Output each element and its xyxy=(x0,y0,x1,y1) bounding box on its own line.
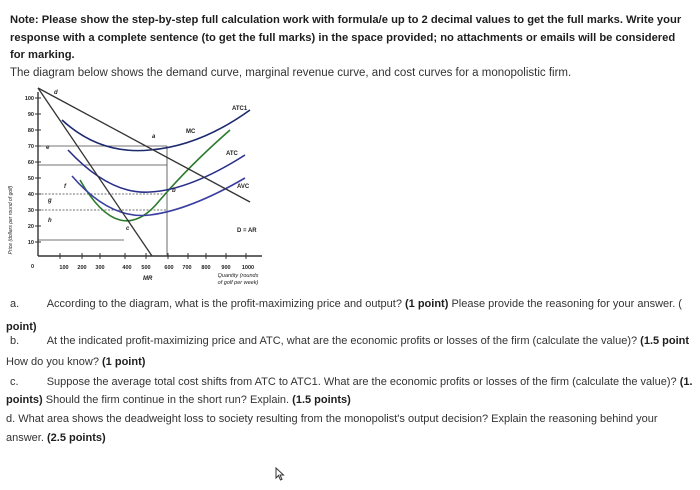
point-label: a xyxy=(152,134,156,140)
y-tick: 10 xyxy=(27,240,34,246)
y-tick: 0 xyxy=(30,264,34,270)
point-label: d xyxy=(54,90,58,96)
y-tick: 80 xyxy=(27,128,34,134)
x-tick: 100 xyxy=(59,265,69,271)
x-tick: 200 xyxy=(77,265,87,271)
monopoly-diagram xyxy=(0,80,300,285)
point-label: c xyxy=(126,226,130,232)
question-d-continued: answer. (2.5 points) xyxy=(6,432,106,444)
point-label: b xyxy=(172,188,176,194)
mc-label: MC xyxy=(186,129,196,135)
y-tick: 30 xyxy=(27,208,34,214)
atc-label: ATC xyxy=(226,151,238,157)
question-a-continued: point) xyxy=(6,321,37,333)
y-axis-label: Price (dollars per round of golf) xyxy=(8,185,14,255)
x-tick: 800 xyxy=(201,265,211,271)
y-tick: 20 xyxy=(27,224,34,230)
question-b: b. At the indicated profit-maximizing price and ATC, what are the economic profits or losses of the firm (calculate the value)? (1.5 point xyxy=(10,335,690,347)
demand-label: D = AR xyxy=(237,228,257,234)
question-b-continued: How do you know? (1 point) xyxy=(6,356,146,368)
y-tick: 90 xyxy=(27,112,34,118)
intro-text: The diagram below shows the demand curve, marginal revenue curve, and cost curves for a monopolistic firm. xyxy=(10,67,572,79)
question-c-continued: points) Should the firm continue in the short run? Explain. (1.5 points) xyxy=(6,394,351,406)
mr-label: MR xyxy=(143,276,153,282)
question-a: a. According to the diagram, what is the profit-maximizing price and output? (1 point) Please provide the reasoning for your answer. ( xyxy=(10,298,682,310)
y-tick: 100 xyxy=(24,96,34,102)
x-tick: 600 xyxy=(164,265,174,271)
y-tick: 40 xyxy=(27,192,34,198)
demand-curve xyxy=(38,88,250,202)
y-tick: 70 xyxy=(27,144,34,150)
y-tick: 60 xyxy=(27,160,34,166)
x-tick: 400 xyxy=(122,265,132,271)
x-tick: 1000 xyxy=(241,265,255,271)
point-label: h xyxy=(48,218,52,224)
x-tick: 900 xyxy=(221,265,231,271)
x-axis-label: Quantity (rounds xyxy=(217,273,259,279)
x-tick: 300 xyxy=(95,265,105,271)
mouse-cursor-icon xyxy=(275,467,285,481)
question-c: c. Suppose the average total cost shifts from ATC to ATC1. What are the economic profits or losses of the firm (calculate the value)? (1. xyxy=(10,376,693,388)
atc1-label: ATC1 xyxy=(232,106,248,112)
x-tick: 700 xyxy=(182,265,192,271)
mr-curve xyxy=(38,88,152,256)
point-label: f xyxy=(64,184,66,190)
submission-note: Note: Please show the step-by-step full calculation work with formula/e up to 2 decimal values to get the full marks. Write your response with a complete sentence (to get the full marks) in the space provided; no attachments or emails will be considered for marking. xyxy=(10,14,682,61)
question-d: d. What area shows the deadweight loss to society resulting from the monopolist's output decision? Explain the reasoning behind your xyxy=(6,413,658,425)
point-label: g xyxy=(48,198,52,204)
y-tick: 50 xyxy=(27,176,34,182)
x-tick: 500 xyxy=(141,265,151,271)
avc-label: AVC xyxy=(237,184,250,190)
point-label: e xyxy=(46,145,50,151)
x-axis-label: of golf per week) xyxy=(217,280,259,285)
avc-curve xyxy=(72,176,245,216)
